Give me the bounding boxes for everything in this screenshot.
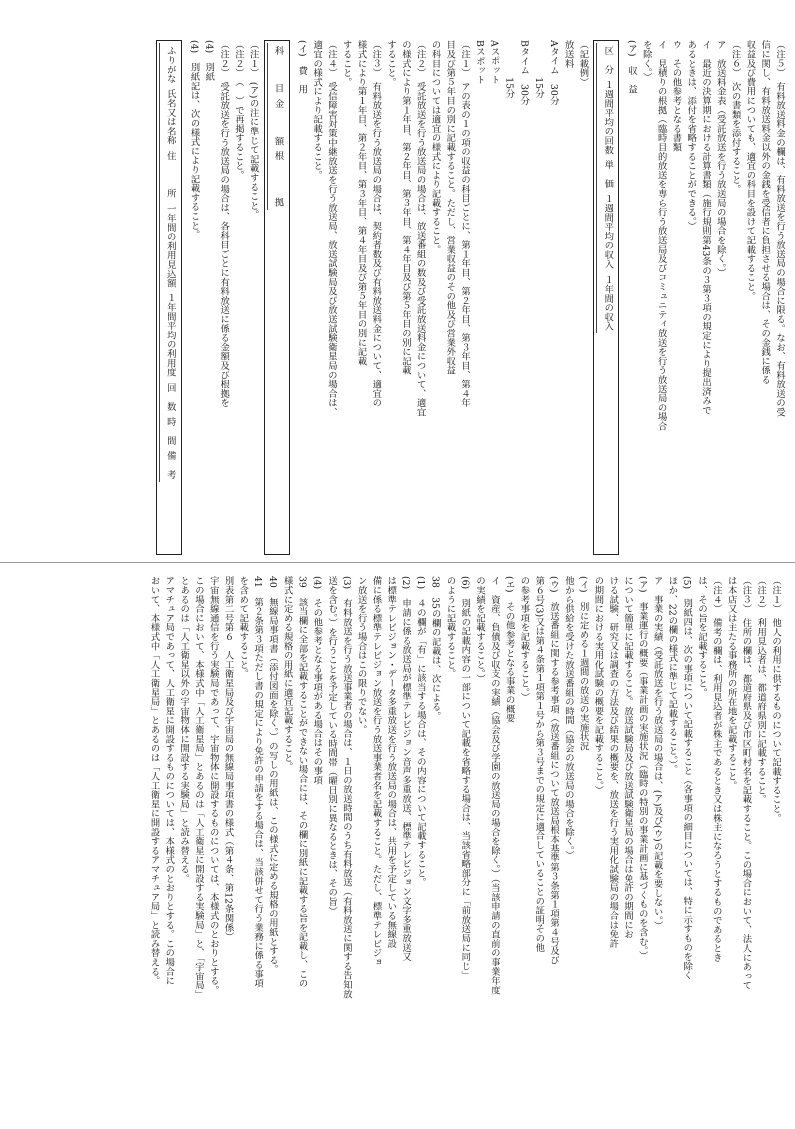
upper-note-line: 適宜の様式により記載すること。 bbox=[311, 40, 323, 180]
lower-line: 他から供給を受けた放送番組の時間（協会の放送局の場合を除く。） bbox=[562, 576, 574, 860]
lower-line: の期間における実用化試験の概要を記載すること。） bbox=[592, 576, 604, 795]
lower-line: (1) ４の欄が「有」に該当する場合は、その内容について記載すること。 bbox=[414, 576, 426, 887]
lower-line: 送を含む。）を行うことを予定している時間帯（曜日別に異なるときは、その旨） bbox=[326, 576, 338, 916]
upper-note-line: の様式により第１年目、第２年目、第３年目、第４年目及び第５年目の別に記載 bbox=[399, 40, 411, 375]
lower-line: (5) 別紙四は、次の事項について記載すること（各事項の細目については、特に示すものを除く bbox=[681, 576, 693, 980]
lower-line: ア 事業の実績（受託放送を行う放送局の場合は、(ア)及び(ウ)の記載を要しない。） bbox=[651, 576, 663, 930]
upper-line: （注６） 次の書類を添付すること。 bbox=[729, 40, 741, 194]
lower-line: ける試験、研究又は調査の方法及び結果の概要を、放送を行う実用化試験局の場合は免許 bbox=[607, 576, 619, 948]
upper-line: （注５） 有料放送料金の欄は、有料放送を行う放送局の場合に限る。なお、有料放送の受 bbox=[774, 40, 785, 417]
lower-line: 備に係る標準テレビジョン放送を行う放送事業者名を記載すること。ただし、標準テレビジョ bbox=[370, 576, 382, 967]
lower-line: とあるのは「人工衛星以外の宇宙物体に開設する実験局」と読み替える。 bbox=[178, 576, 190, 883]
upper-note-line: (イ) 費 用 bbox=[296, 40, 308, 94]
lower-line: は本店又は主たる事務所の所在地を記載すること。 bbox=[725, 576, 737, 790]
revenue-row-line: Bタイム 30分 bbox=[518, 40, 530, 106]
lower-line: 様式に定める規格の用紙に適宜記載すること。 bbox=[281, 576, 293, 772]
upper-line: イ 最近の決算期における計算書類（施行規則第43条の３第３項の規定により提出済みで bbox=[700, 40, 712, 415]
lower-line: 41 第２条第３項ただし書の規定により免許の申請をする場合は、当該併せて行う業務に係る事項 bbox=[252, 576, 264, 988]
table-header-cell: 氏名又は名称 bbox=[159, 86, 179, 148]
table-header-cell: 回 数 bbox=[159, 380, 179, 414]
lower-line: 39 該当欄に全部を記載することができない場合には、その欄に別紙に記載する旨を記載し、この bbox=[296, 576, 308, 988]
lower-line: について簡単に記載すること。放送試験局及び放送試験衛星局の場合は免許の期間にお bbox=[622, 576, 634, 939]
lower-line: (2) 申請に係る放送局が標準テレビジョン音声多重放送、標準テレビジョン文字多重放送又 bbox=[400, 576, 412, 962]
upper-line: ウ その他参考となる書類 bbox=[670, 40, 682, 152]
table-header-cell: 住 所 bbox=[159, 148, 179, 201]
upper-note-line: （注３） 有料放送を行う放送局の場合は、契約者数及び有料放送料金について、適宜の bbox=[370, 40, 382, 408]
table-header-cell: ふりがな bbox=[159, 43, 179, 86]
upper-line: 信に関し、有料放送料金以外の金銭を受信者に負担させる場合は、その金銭に係る bbox=[759, 40, 771, 385]
upper-note-line: 様式により第１年目、第２年目、第３年目、第４年目及び第５年目の別に記載 bbox=[355, 40, 367, 366]
lower-line: (6) 別紙の記載内容の一部について記載を省略する場合は、当該省略部分に「前放送局に同じ」 bbox=[459, 576, 471, 980]
upper-note-line: すること。 bbox=[385, 40, 397, 87]
table-header-cell: 根 拠 bbox=[267, 148, 287, 210]
lower-line: 別表第二号第６ 人工衛星局及び宇宙局の無線局事項書の様式（第４条、第12条関係） bbox=[222, 576, 234, 942]
table-header-cell: 一年間の利用見込額 bbox=[159, 201, 179, 291]
table-header-cell: １年間平均の利用度 bbox=[159, 290, 179, 380]
lower-line: おいて、本様式中「人工衛星局」とあるのは「人工衛星に開設するアマチュア局」と読み替える。 bbox=[148, 576, 160, 986]
lower-line: (ア) 事業運行の概要（事業計画の実施状況（臨時の特別の事業計画に基づくものを含む。） bbox=[636, 576, 648, 960]
revenue-row-line: 放送料 bbox=[562, 40, 574, 68]
lower-line: の参考事項を記載すること。） bbox=[518, 576, 530, 702]
upper-note-line: の科目については適宜の様式により記載すること。 bbox=[429, 40, 441, 254]
revenue-row-line: 15分 bbox=[533, 40, 545, 99]
lower-line: 第６号(3)又は第４条第１項第１号から第３号までの規定に適合していることの証明その他 bbox=[533, 576, 545, 952]
revenue-row-line: 15分 bbox=[503, 40, 515, 99]
lower-line: ン放送を行う場合はこの限りでない。 bbox=[355, 576, 367, 735]
upper-line: 収益及び費用についても、適宜の科目を設けて記載すること。 bbox=[744, 40, 756, 301]
lower-line: は標準テレビジョン・データ多重放送を行う放送局の場合は、共用を予定している無線設 bbox=[385, 576, 397, 948]
lower-line: の実績を記載すること。） bbox=[474, 576, 486, 683]
upper-note-line: 目及び第５年目の別に記載すること。ただし、営業収益のその他及び営業外収益 bbox=[444, 40, 456, 375]
upper-text-block bbox=[24, 40, 786, 555]
lower-line: は、その旨を記載すること。 bbox=[696, 576, 708, 697]
lower-line: イ 資産、負債及び収支の実績（協会及び学園の放送局の場合を除く。）（当該申請の直前の事業年度 bbox=[488, 576, 500, 995]
upper-note-line: （注２） 受託放送を行う放送局の場合は、放送番組の数及び受託放送料金について、適宜 bbox=[414, 40, 426, 417]
lower-line: 38 35の欄の記載は、次による。 bbox=[429, 576, 441, 721]
user-table bbox=[156, 40, 182, 555]
revenue-row-line: Bスポット bbox=[473, 40, 485, 85]
table-header-cell: １年間の収入 bbox=[596, 272, 616, 334]
upper-line: (ア) 収 益 bbox=[626, 40, 638, 94]
lower-line: （注３） 住所の欄は、都道府県及び市区町村名を記載すること。この場合において、法人にあって bbox=[740, 576, 752, 990]
lower-line: （注４） 備考の欄は、利用見込者が株主であるとき又は株主になろうとするものであるとき bbox=[710, 576, 722, 962]
upper-line: イ 見積りの根拠（臨時目的放送を専ら行う放送局及びコミュニティ放送を行う放送局の場合 bbox=[655, 40, 667, 431]
table-header-cell: 備 考 bbox=[159, 448, 179, 482]
table-header-cell: 科 目 bbox=[267, 43, 287, 96]
upper-note-line: （注１） アの表の１の項の収益の科目ごとに、第１年目、第２年目、第３年目、第４年 bbox=[459, 40, 471, 408]
table-header-cell: １週間平均の回数 bbox=[596, 77, 616, 157]
revenue-row-line: Aスポット bbox=[488, 40, 500, 84]
lower-line: (イ) 別に定める１週間の放送の実施状況 bbox=[577, 576, 589, 751]
upper-note2-line: (4) 別紙 bbox=[203, 40, 215, 82]
table-header-cell: １週間平均の収入 bbox=[596, 191, 616, 271]
lower-line: ほか、22の欄の様式に準じて記載すること。）。 bbox=[666, 576, 678, 774]
table-header-cell: 時 間 bbox=[159, 414, 179, 448]
lower-line: この場合において、本様式中「人工衛星局」とあるのは「人工衛星に開設する実験局」と、「宇宙局」 bbox=[192, 576, 204, 1000]
upper-line: を除く。） bbox=[640, 40, 652, 82]
revenue-row-line: （記載例） bbox=[577, 40, 589, 87]
expense-table bbox=[264, 40, 290, 555]
lower-line: 宇宙無線通信を行う実験局であって、宇宙物体に開設するものについては、本様式のとおりとする。 bbox=[207, 576, 219, 995]
upper-line: ア 放送料金表（受託放送を行う放送局の場合を除く。） bbox=[714, 40, 726, 278]
upper-note2-line: （注１） (ア)の注に準じて記載すること。 bbox=[247, 40, 259, 220]
upper-note2-line: （注２） （ ）で再掲すること。 bbox=[232, 40, 244, 180]
lower-line: （注２） 利用見込者は、都道府県別に記載すること。 bbox=[755, 576, 767, 804]
lower-line: (ウ) 放送番組に関する参考事項（放送番組について放送局根本基準第３条第１項第４号及び bbox=[548, 576, 560, 965]
upper-note2-line: （注２） 受託放送を行う放送局の場合は、各科目ごとに有料放送に係る金額及び根拠を bbox=[218, 40, 230, 408]
table-header-cell: 単 価 bbox=[596, 157, 616, 191]
upper-note-line: すること。 bbox=[340, 40, 352, 87]
lower-text-block bbox=[12, 576, 782, 1116]
lower-line: のように記載すること。 bbox=[444, 576, 456, 679]
lower-line: (4) その他参考となる事項がある場合はその事項 bbox=[311, 576, 323, 785]
lower-line: (エ) その他参考となる事業の概要 bbox=[503, 576, 515, 723]
revenue-row-line: Aタイム 30分 bbox=[547, 40, 559, 106]
lower-line: を含めて記載すること。 bbox=[237, 576, 249, 679]
page-divider bbox=[0, 562, 795, 563]
revenue-table bbox=[593, 40, 619, 555]
lower-line: 40 無線局事項書（添付図面を除く。）の写しの用紙は、この様式に定める規格の用紙とする。 bbox=[266, 576, 278, 974]
lower-line: アマチュア局であって、人工衛星に開設するものについては、本様式のとおりとする。この場合に bbox=[163, 576, 175, 986]
lower-line: （注１） 他人の利用に供するものについて記載すること。 bbox=[770, 576, 781, 823]
upper-note2-line: (4) 別紙記は、次の様式により記載すること。 bbox=[188, 40, 200, 240]
upper-note-line: （注４） 受信障害対策中継放送を行う放送局、放送試験局及び放送試験衛星局の場合は、 bbox=[325, 40, 337, 417]
table-header-cell: 金 額 bbox=[267, 96, 287, 149]
table-header-cell: 区 分 bbox=[596, 43, 616, 77]
lower-line: (3) 有料放送を行う放送事業者の場合は、１日の放送時間のうち有料放送（有料放送に関する告知放 bbox=[340, 576, 352, 999]
upper-line: あるときは、添付を省略することができる。） bbox=[685, 40, 697, 231]
